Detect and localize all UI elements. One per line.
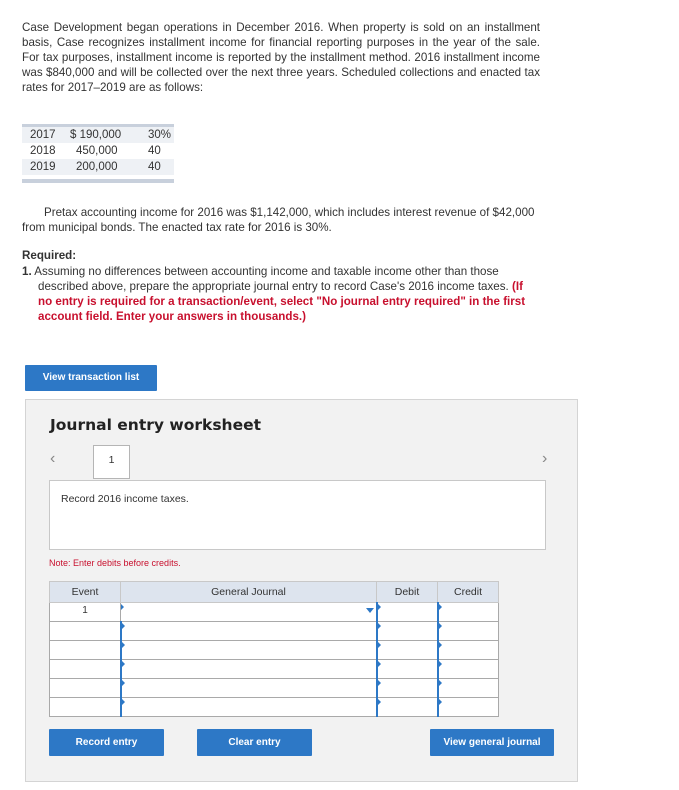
debit-input[interactable] — [377, 660, 438, 679]
debit-input[interactable] — [377, 679, 438, 698]
required-item — [22, 264, 540, 324]
credit-input[interactable] — [438, 603, 499, 622]
debit-input[interactable] — [377, 698, 438, 717]
entry-description: Record 2016 income taxes. — [49, 480, 546, 550]
col-event: Event — [50, 582, 121, 603]
table-row — [50, 603, 499, 622]
schedule-row — [22, 159, 174, 175]
schedule-rate: 40 — [140, 143, 174, 159]
chevron-left-icon[interactable]: ‹ — [50, 450, 56, 467]
table-row — [50, 679, 499, 698]
account-select[interactable] — [121, 679, 377, 698]
entry-note: Note: Enter debits before credits. — [49, 558, 181, 568]
schedule-amount: 450,000 — [62, 143, 140, 159]
event-cell — [50, 660, 121, 679]
event-cell — [50, 641, 121, 660]
schedule-rate: 40 — [140, 159, 174, 175]
worksheet-title: Journal entry worksheet — [50, 416, 262, 434]
event-cell: 1 — [50, 603, 121, 622]
required-item-instruction: (If no entry is required for a transaction/event, select "No journal entry required" in the first account field. Enter your answers in thousands.) — [38, 280, 526, 323]
collections-schedule — [22, 124, 174, 183]
credit-input[interactable] — [438, 641, 499, 660]
clear-entry-button[interactable]: Clear entry — [197, 729, 312, 756]
account-select[interactable] — [121, 660, 377, 679]
record-entry-button[interactable]: Record entry — [49, 729, 164, 756]
debit-input[interactable] — [377, 641, 438, 660]
chevron-right-icon[interactable]: › — [542, 450, 548, 467]
table-row — [50, 641, 499, 660]
schedule-row — [22, 143, 174, 159]
required-item-text: Assuming no differences between accounting income and taxable income other than those described above, prepare the appropriate journal entry to record Case's 2016 income taxes. — [34, 265, 509, 293]
credit-input[interactable] — [438, 698, 499, 717]
schedule-amount: 200,000 — [62, 159, 140, 175]
credit-input[interactable] — [438, 679, 499, 698]
view-transaction-list-button[interactable]: View transaction list — [25, 365, 157, 391]
col-general-journal: General Journal — [121, 582, 377, 603]
required-item-number: 1. — [22, 265, 32, 278]
schedule-amount: $ 190,000 — [62, 127, 140, 143]
schedule-year: 2017 — [22, 127, 62, 143]
required-heading: Required: — [22, 249, 77, 262]
problem-intro: Case Development began operations in December 2016. When property is sold on an installment basis, Case recognizes installment income for financial reporting purposes in the year of the sale. For tax purposes, installment income is reported by the installment method. 2016 installment income was $840,000 and will be collected over the next three years. Scheduled collections and enacted tax rates for 2017–2019 are as follows: — [22, 21, 540, 94]
schedule-year: 2018 — [22, 143, 62, 159]
account-select[interactable] — [121, 641, 377, 660]
debit-input[interactable] — [377, 603, 438, 622]
account-select[interactable] — [121, 698, 377, 717]
entry-page-number[interactable]: 1 — [93, 445, 130, 479]
schedule-year: 2019 — [22, 159, 62, 175]
table-row — [50, 698, 499, 717]
credit-input[interactable] — [438, 660, 499, 679]
col-debit: Debit — [377, 582, 438, 603]
col-credit: Credit — [438, 582, 499, 603]
debit-input[interactable] — [377, 622, 438, 641]
schedule-rate: 30% — [140, 127, 174, 143]
journal-table — [49, 581, 499, 717]
event-cell — [50, 622, 121, 641]
dropdown-arrow-icon[interactable] — [366, 608, 374, 613]
account-select[interactable] — [121, 622, 377, 641]
pretax-info: Pretax accounting income for 2016 was $1,142,000, which includes interest revenue of $42,000 from municipal bonds. The enacted tax rate for 2016 is 30%. — [22, 206, 535, 234]
view-general-journal-button[interactable]: View general journal — [430, 729, 554, 756]
account-select[interactable] — [121, 603, 377, 622]
event-cell — [50, 698, 121, 717]
table-row — [50, 622, 499, 641]
schedule-row — [22, 127, 174, 143]
event-cell — [50, 679, 121, 698]
journal-entry-worksheet — [25, 399, 578, 782]
table-row — [50, 660, 499, 679]
credit-input[interactable] — [438, 622, 499, 641]
